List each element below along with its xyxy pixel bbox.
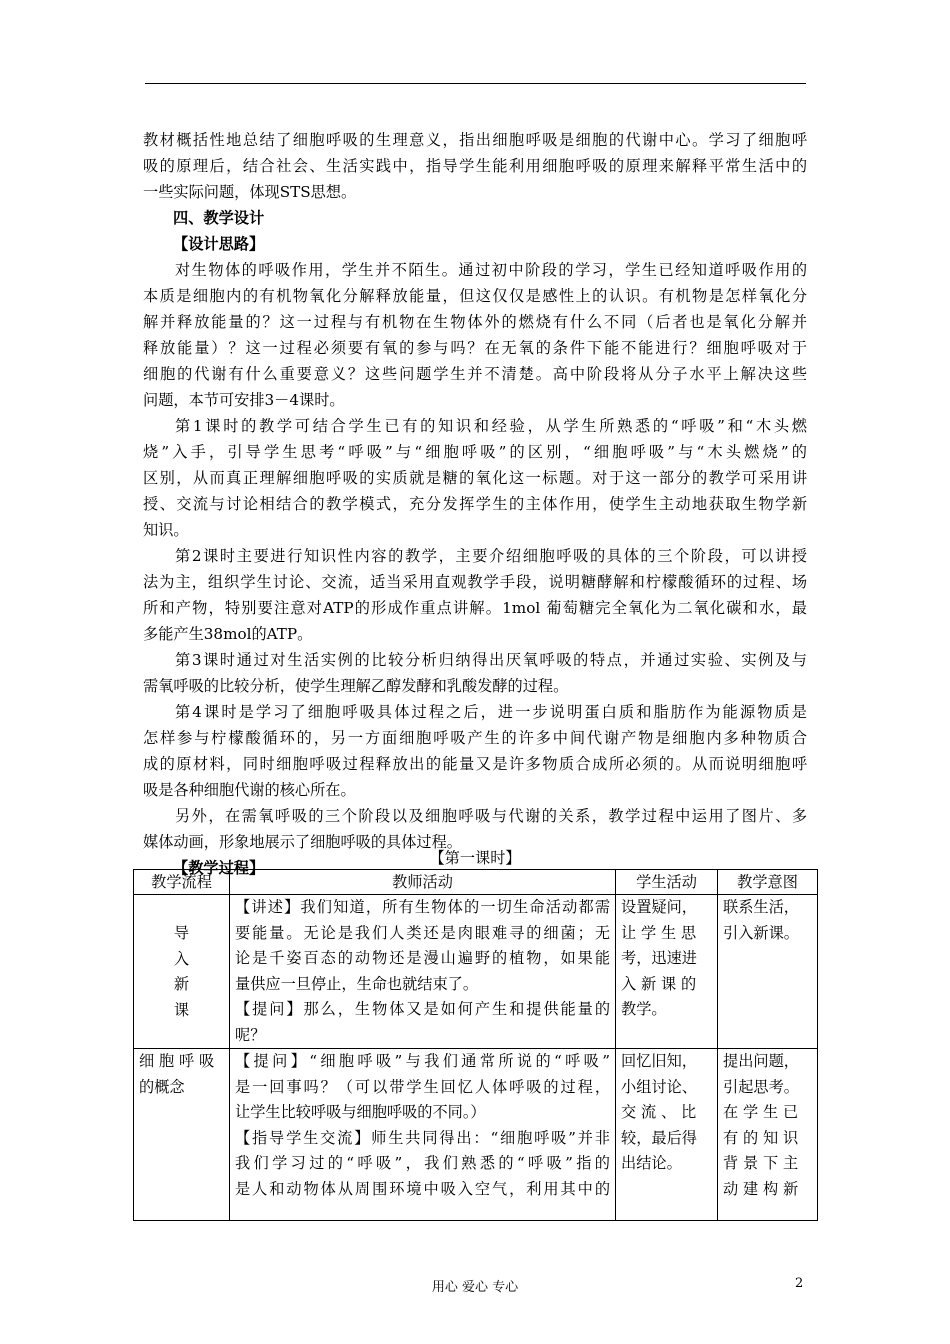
- cell-line: 有 的 知 识: [723, 1128, 799, 1147]
- text-line: 另外，在需氧呼吸的三个阶段以及细胞呼吸与代谢的关系，教学过程中运用了图片、多: [175, 807, 807, 825]
- cell-line: 在 学 生 已: [723, 1103, 799, 1121]
- cell-line: 我们学习过的“呼吸”，我们熟悉的“呼吸”指的: [235, 1154, 610, 1172]
- cell-line: 【提问】那么，生物体又是如何产生和提供能量的: [235, 1000, 610, 1018]
- cell-line: 考，迅速进: [621, 949, 697, 967]
- teaching-intent-cell: [718, 895, 818, 1049]
- text-line: 本质是细胞内的有机物氧化分解释放能量，但这仅仅是感性上的认识。有机物是怎样氧化分: [143, 287, 807, 305]
- design-heading: 【设计思路】: [173, 235, 265, 253]
- text-line: 对生物体的呼吸作用，学生并不陌生。通过初中阶段的学习，学生已经知道呼吸作用的: [175, 261, 807, 279]
- cell-line: 小组讨论、: [621, 1077, 697, 1096]
- text-line: 知识。: [143, 521, 189, 539]
- cell-line: 是一回事吗？（可以带学生回忆人体呼吸的过程，: [235, 1077, 610, 1096]
- document-body: [143, 127, 807, 881]
- paragraph: [143, 647, 807, 699]
- stage-line: 细 胞 呼 吸: [139, 1052, 215, 1070]
- text-line: 第4课时是学习了细胞呼吸具体过程之后，进一步说明蛋白质和脂肪作为能源物质是: [175, 703, 807, 721]
- text-line: 区别，从而真正理解细胞呼吸的实质就是糖的氧化这一标题。对于这一部分的教学可采用讲: [143, 469, 807, 487]
- text-line: 第3课时通过对生活实例的比较分析归纳得出厌氧呼吸的特点，并通过实验、实例及与: [175, 651, 807, 669]
- table-row: [134, 895, 818, 1049]
- text-line: 释放能量）？这一过程必须要有氧的参与吗？在无氧的条件下能不能进行？细胞呼吸对于: [143, 339, 807, 357]
- text-line: 一些实际问题，体现STS思想。: [143, 183, 357, 201]
- cell-line: 【讲述】我们知道，所有生物体的一切生命活动都需: [235, 898, 610, 916]
- paragraph: [143, 699, 807, 803]
- cell-line: 量供应一旦停止，生命也就结束了。: [235, 974, 478, 993]
- cell-line: 是人和动物体从周围环境中吸入空气，利用其中的: [235, 1179, 610, 1198]
- cell-line: 引起思考。: [723, 1077, 799, 1096]
- stage-char: 新: [173, 975, 190, 993]
- text-line: 教材概括性地总结了细胞呼吸的生理意义，指出细胞呼吸是细胞的代谢中心。学习了细胞呼: [143, 131, 807, 149]
- paragraph: [143, 257, 807, 413]
- column-header: 教学意图: [718, 870, 818, 895]
- cell-line: 设置疑问，: [621, 898, 697, 916]
- text-line: 媒体动画，形象地展示了细胞呼吸的具体过程。: [143, 833, 462, 851]
- cell-line: 【提问】“细胞呼吸”与我们通常所说的“呼吸”: [235, 1052, 610, 1070]
- paragraph: [143, 543, 807, 647]
- text-line: 吸的原理后，结合社会、生活实践中，指导学生能利用细胞呼吸的原理来解释平常生活中的: [143, 157, 807, 175]
- cell-line: 回忆旧知，: [621, 1052, 697, 1070]
- cell-line: 出结论。: [621, 1154, 682, 1172]
- stage-char: 课: [173, 1000, 190, 1019]
- cell-line: 论是千姿百态的动物还是漫山遍野的植物，如果能: [235, 949, 610, 967]
- text-line: 多能产生38mol的ATP。: [143, 625, 313, 643]
- text-line: 法为主，组织学生讨论、交流，适当采用直观教学手段，说明糖酵解和柠檬酸循环的过程、场: [143, 573, 807, 591]
- cell-line: 交 流 、 比: [621, 1103, 697, 1121]
- teacher-activity-cell: [230, 895, 616, 1049]
- cell-line: 教学。: [621, 1000, 667, 1018]
- section-heading: 四、教学设计: [173, 209, 265, 227]
- column-header: 教学流程: [134, 870, 230, 895]
- cell-line: 入 新 课 的: [621, 974, 697, 993]
- header-rule: [145, 83, 806, 84]
- text-line: 所和产物，特别要注意对ATP的形成作重点讲解。1mol 葡萄糖完全氧化为二氧化碳和水，最: [143, 599, 807, 617]
- column-header: 学生活动: [616, 870, 718, 895]
- cell-line: 动 建 构 新: [723, 1179, 799, 1198]
- text-line: 解并释放能量的？这一过程与有机物在生物体外的燃烧有什么不同（后者也是氧化分解并: [143, 313, 807, 331]
- text-line: 烧”入手，引导学生思考“呼吸”与“细胞呼吸”的区别，“细胞呼吸”与“木头燃烧”的: [143, 443, 807, 461]
- table-caption: 【第一课时】: [429, 849, 521, 867]
- cell-line: 联系生活，: [723, 898, 799, 916]
- cell-line: 让学生比较呼吸与细胞呼吸的不同。）: [235, 1103, 486, 1121]
- cell-line: 要能量。无论是我们人类还是肉眼难寻的细菌；无: [235, 923, 610, 942]
- stage-line: 的概念: [139, 1077, 185, 1096]
- column-header: 教师活动: [230, 870, 616, 895]
- stage-char: 入: [173, 949, 190, 968]
- table-header-row: [134, 870, 818, 895]
- cell-line: 呢？: [235, 1025, 266, 1044]
- cell-line: 【指导学生交流】师生共同得出：“细胞呼吸”并非: [235, 1128, 610, 1147]
- stage-cell: [134, 1049, 230, 1221]
- student-activity-cell: [616, 1049, 718, 1221]
- text-line: 需氧呼吸的比较分析，使学生理解乙醇发酵和乳酸发酵的过程。: [143, 677, 569, 695]
- text-line: 细胞的代谢有什么重要意义？这些问题学生并不清楚。高中阶段将从分子水平上解决这些: [143, 365, 807, 383]
- cell-line: 提出问题，: [723, 1052, 799, 1070]
- stage-char: 导: [173, 924, 190, 942]
- page-number: 2: [795, 1276, 804, 1291]
- student-activity-cell: [616, 895, 718, 1049]
- text-line: 成的原材料，同时细胞呼吸过程释放出的能量又是许多物质合成所必须的。从而说明细胞呼: [143, 755, 807, 773]
- cell-line: 较，最后得: [621, 1128, 697, 1147]
- table-row: [134, 1049, 818, 1221]
- text-line: 怎样参与柠檬酸循环的，另一方面细胞呼吸产生的许多中间代谢产物是细胞内多种物质合: [143, 729, 807, 747]
- text-line: 问题，本节可安排3－4课时。: [143, 391, 345, 409]
- text-line: 吸是各种细胞代谢的核心所在。: [143, 781, 356, 799]
- stage-cell: [134, 895, 230, 1049]
- paragraph: [143, 413, 807, 543]
- footer-slogan: 用心 爱心 专心: [431, 1280, 519, 1295]
- text-line: 授、交流与讨论相结合的教学模式，充分发挥学生的主体作用，使学生主动地获取生物学新: [143, 495, 807, 513]
- text-line: 第1课时的教学可结合学生已有的知识和经验，从学生所熟悉的“呼吸”和“木头燃: [175, 417, 807, 435]
- text-line: 第2课时主要进行知识性内容的教学，主要介绍细胞呼吸的具体的三个阶段，可以讲授: [175, 547, 807, 565]
- process-heading: 【教学过程】: [173, 859, 265, 877]
- teacher-activity-cell: [230, 1049, 616, 1221]
- cell-line: 引入新课。: [723, 923, 799, 942]
- teaching-intent-cell: [718, 1049, 818, 1221]
- lesson-table: [133, 869, 818, 1221]
- cell-line: 背 景 下 主: [723, 1154, 799, 1172]
- cell-line: 让 学 生 思: [621, 923, 697, 942]
